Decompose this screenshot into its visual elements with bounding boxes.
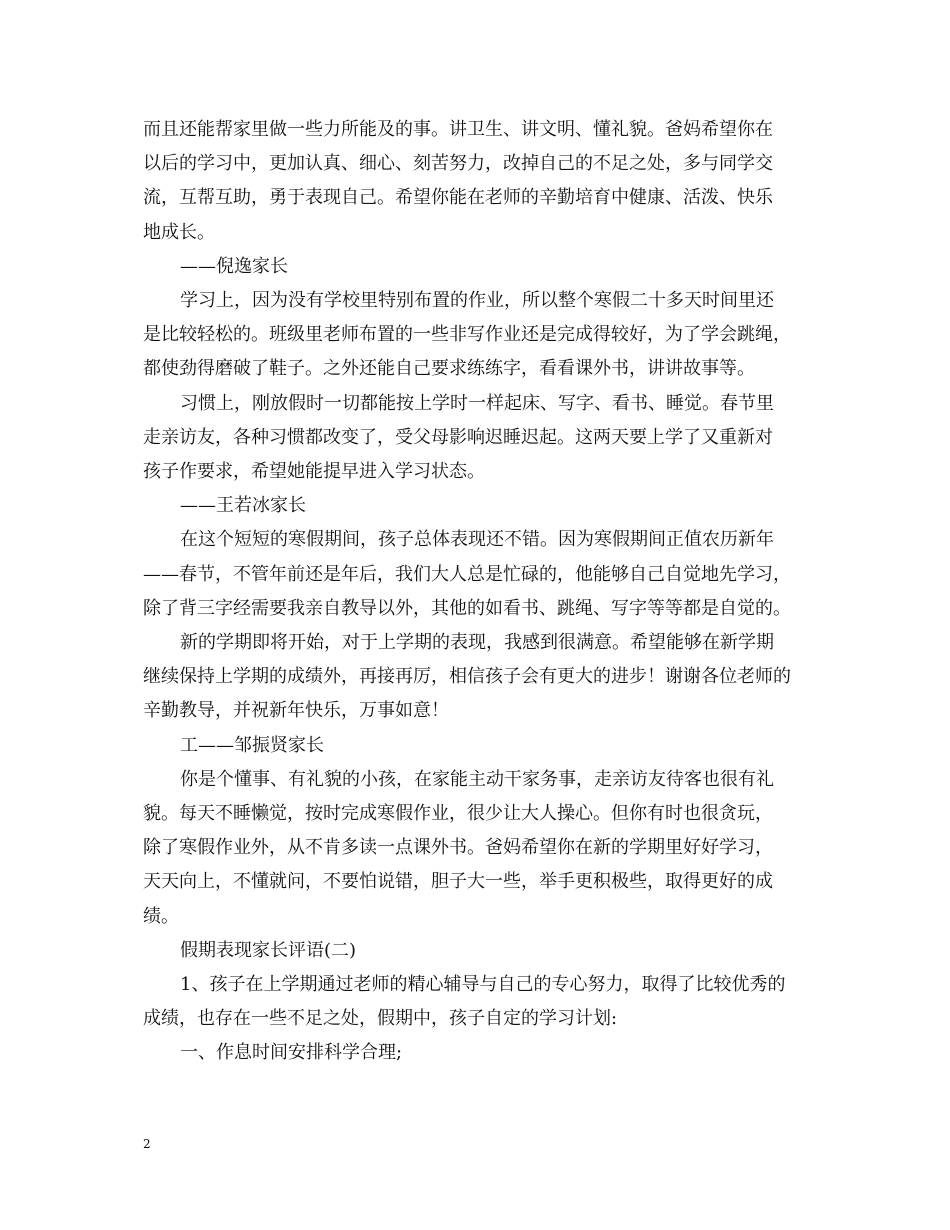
text-line: 你是个懂事、有礼貌的小孩，在家能主动干家务事，走亲访友待客也很有礼 [180,768,774,790]
text-line: 地成长。 [143,221,215,243]
text-line: 在这个短短的寒假期间，孩子总体表现还不错。因为寒假期间正值农历新年 [180,529,774,551]
text-line: 流，互帮互助，勇于表现自己。希望你能在老师的辛勤培育中健康、活泼、快乐 [143,187,773,209]
text-line: 而且还能帮家里做一些力所能及的事。讲卫生、讲文明、懂礼貌。爸妈希望你在 [143,119,773,140]
text-line: 习惯上，刚放假时一切都能按上学时一样起床、写字、看书、睡觉。春节里 [180,392,774,414]
text-line: 孩子作要求，希望她能提早进入学习状态。 [143,461,485,482]
text-line: 是比较轻松的。班级里老师布置的一些非写作业还是完成得较好，为了学会跳绳， [143,324,791,346]
text-line: ——春节，不管年前还是年后，我们大人总是忙碌的，他能够自己自觉地先学习， [143,563,791,585]
text-line: 都使劲得磨破了鞋子。之外还能自己要求练练字，看看课外书，讲讲故事等。 [143,358,755,380]
text-line: 走亲访友，各种习惯都改变了，受父母影响迟睡迟起。这两天要上学了又重新对 [143,426,773,448]
text-line: 天天向上，不懂就问，不要怕说错，胆子大一些，举手更积极些，取得更好的成 [143,871,773,893]
page-number: 2 [143,1137,151,1151]
text-line: 工——邹振贤家长 [180,734,324,756]
text-line: 除了寒假作业外，从不肯多读一点课外书。爸妈希望你在新的学期里好好学习， [143,837,773,859]
text-line: 除了背三字经需要我亲自教导以外，其他的如看书、跳绳、写字等等都是自觉的。 [143,597,791,619]
text-line: 貌。每天不睡懒觉，按时完成寒假作业，很少让大人操心。但你有时也很贪玩， [143,803,773,824]
text-line: 1、孩子在上学期通过老师的精心辅导与自己的专心努力，取得了比较优秀的 [180,974,786,995]
text-line: 继续保持上学期的成绩外，再接再厉，相信孩子会有更大的进步！谢谢各位老师的 [143,666,791,688]
text-line: 假期表现家长评语(二) [180,939,357,961]
text-line: ——王若冰家长 [180,495,306,517]
text-line: ——倪逸家长 [180,255,288,277]
text-line: 学习上，因为没有学校里特别布置的作业，所以整个寒假二十多天时间里还 [180,290,774,311]
text-line: 绩。 [143,905,179,927]
text-line: 新的学期即将开始，对于上学期的表现，我感到很满意。希望能够在新学期 [180,632,774,653]
text-line: 一、作息时间安排科学合理; [180,1042,403,1064]
text-line: 以后的学习中，更加认真、细心、刻苦努力，改掉自己的不足之处，多与同学交 [143,153,773,175]
text-line: 成绩，也存在一些不足之处，假期中，孩子自定的学习计划: [143,1008,618,1030]
text-line: 辛勤教导，并祝新年快乐，万事如意！ [143,700,449,722]
